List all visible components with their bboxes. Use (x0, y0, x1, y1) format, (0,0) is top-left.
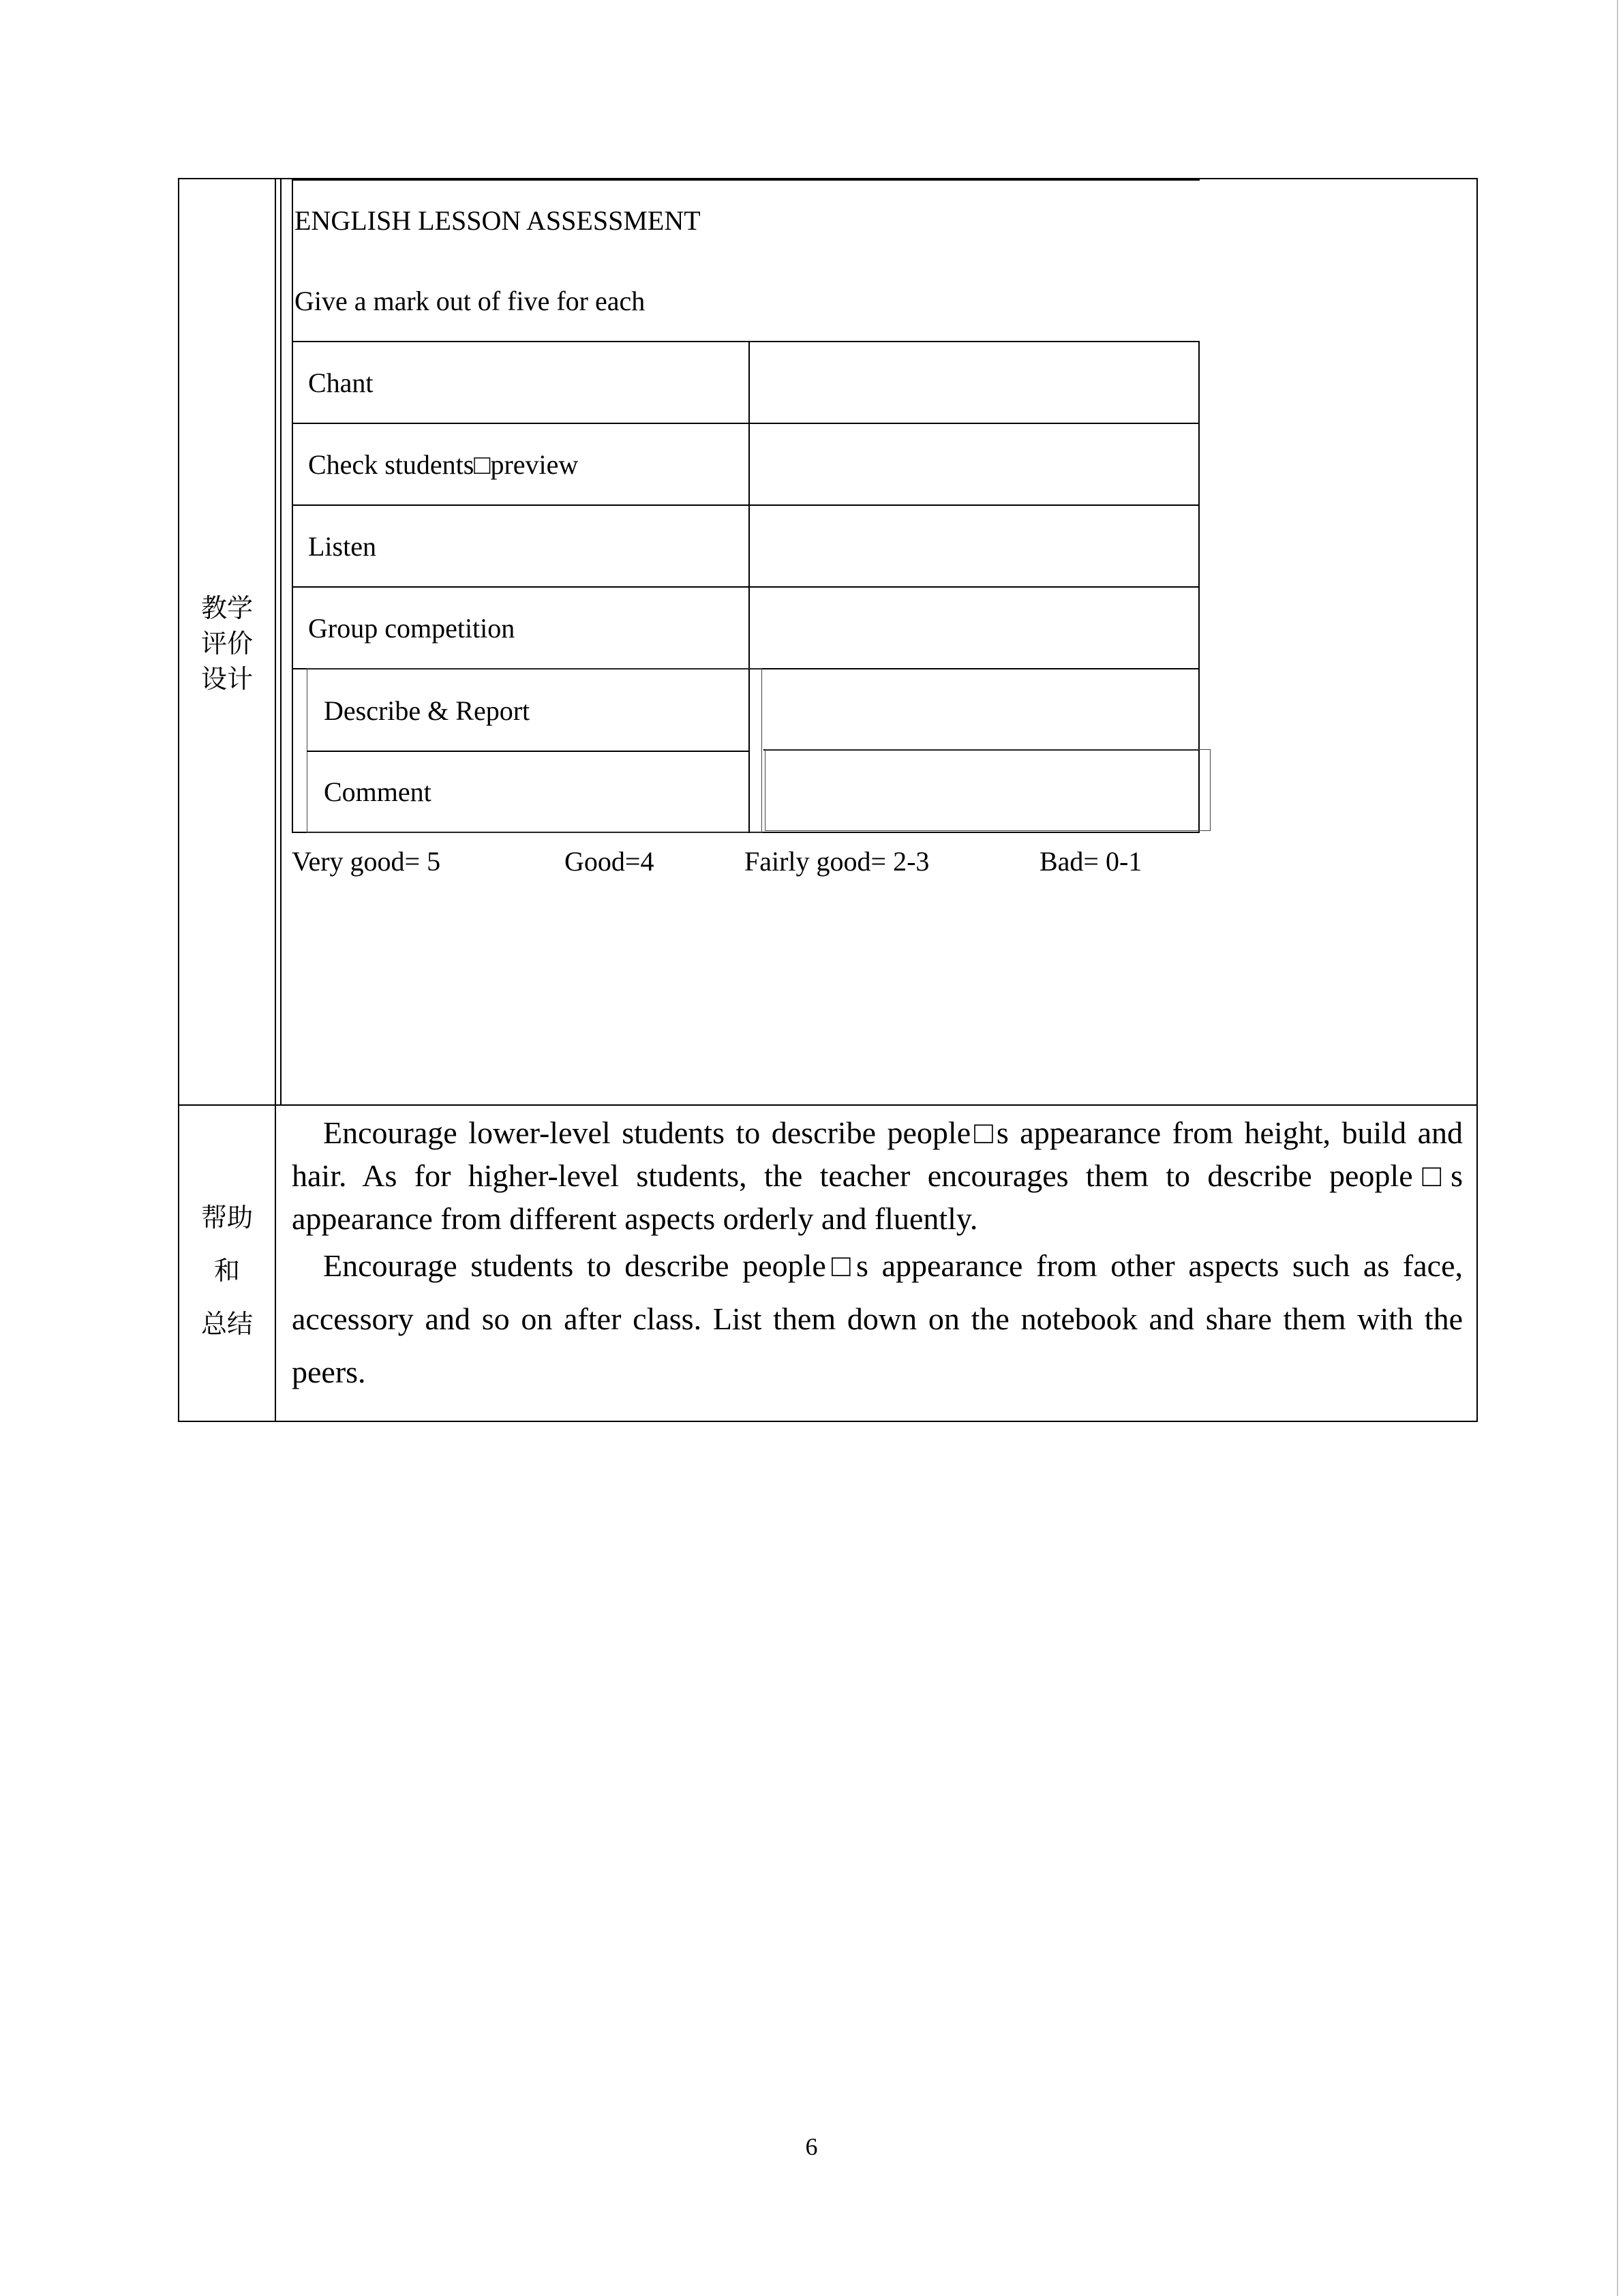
scale-item: Very good= 5 (292, 846, 441, 877)
assessment-row-label: Check students□preview (308, 449, 579, 480)
lower-row-divider (307, 751, 750, 752)
assessment-row-label: Chant (308, 367, 374, 398)
page-number: 6 (805, 2133, 818, 2160)
assessment-row-label: Describe & Report (324, 695, 530, 726)
help-label-line: 总结 (200, 1309, 253, 1339)
scale-item: Fairly good= 2-3 (744, 846, 930, 877)
page-edge (1617, 0, 1618, 2296)
assessment-row-label: Listen (308, 531, 376, 562)
label-column-divider (275, 178, 276, 1422)
row-divider (292, 504, 1200, 506)
assessment-title: ENGLISH LESSON ASSESSMENT (294, 205, 701, 236)
column-divider (748, 341, 750, 669)
evaluation-section-label (183, 590, 271, 697)
scale-item: Good=4 (564, 846, 654, 877)
help-label-line: 帮助 (200, 1203, 253, 1233)
evaluation-label-line: 评价 (200, 629, 253, 659)
help-section-label (183, 1191, 271, 1350)
assessment-instruction: Give a mark out of five for each (294, 286, 646, 316)
help-paragraph: Encourage students to describe people□s appearance from other aspects such as face, accessory and so on after class. List them down on the notebook and share them with the peers. (292, 1248, 1463, 1389)
scale-item: Bad= 0-1 (1040, 846, 1142, 877)
help-label-line: 和 (213, 1256, 240, 1286)
comment-score-box (765, 749, 1211, 831)
section-divider (178, 1104, 1478, 1106)
row-divider (292, 423, 1200, 424)
evaluation-label-line: 教学 (200, 593, 253, 623)
evaluation-label-line: 设计 (200, 664, 253, 694)
row-divider (292, 586, 1200, 588)
assessment-row-label: Comment (324, 776, 431, 807)
help-paragraph: Encourage lower-level students to describe people□s appearance from height, build and hair. As for higher-level students, the teacher encourages them to describe people□s appearance from different aspects orderly and fluently. (292, 1115, 1463, 1236)
assessment-row-label: Group competition (308, 613, 515, 644)
assessment-top-border (292, 179, 1200, 181)
label-column-divider-inner (280, 178, 282, 1105)
